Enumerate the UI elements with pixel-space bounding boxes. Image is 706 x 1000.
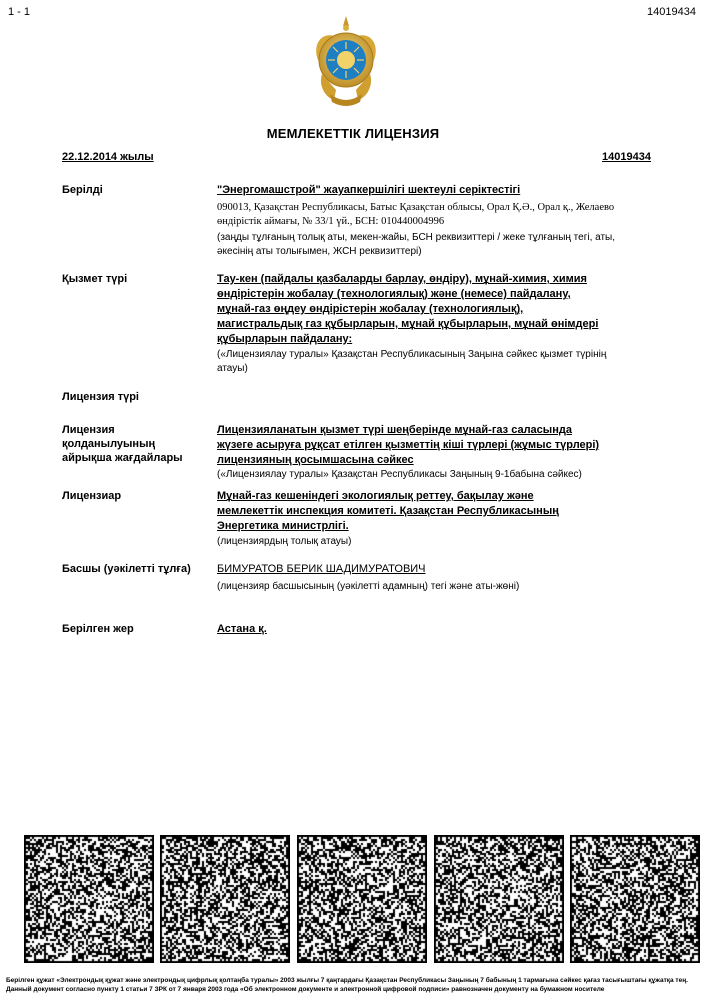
service-line2: өндірістерін жобалау (технологиялық) және (немесе) пайдалану,	[217, 288, 571, 300]
issued-address-line1: 090013, Қазақстан Республикасы, Батыс Қазақстан облысы, Орал Қ.Ә., Орал қ., Желаево	[217, 202, 615, 213]
service-hint-line2: атауы)	[217, 363, 248, 374]
issued-hint-line1: (заңды тұлғаның толық аты, мекен-жайы, БСН реквизиттері / жеке тұлғаның тегі, аты,	[217, 232, 616, 243]
head-label: Басшы (уәкілетті тұлға)	[62, 563, 191, 575]
head-value: БИМУРАТОВ БЕРИК ШАДИМУРАТОВИЧ	[217, 563, 426, 575]
document-title: МЕМЛЕКЕТТІК ЛИЦЕНЗИЯ	[266, 126, 440, 141]
place-value: Астана қ.	[217, 623, 267, 635]
head-hint: (лицензияр басшысының (уәкілетті адамның) тегі және аты-жөні)	[217, 581, 520, 592]
service-hint-line1: («Лицензиялау туралы» Қазақстан Республикасының Заңына сәйкес қызмет түрінің	[217, 349, 607, 360]
header-doc-number: 14019434	[647, 6, 696, 18]
place-label: Берілген жер	[62, 623, 134, 635]
issued-label: Берілді	[62, 184, 103, 196]
licensor-label: Лицензиар	[62, 490, 122, 502]
qr-code-icon	[297, 835, 427, 963]
page-indicator: 1 - 1	[8, 6, 31, 18]
license-type-label: Лицензия түрі	[62, 391, 139, 403]
conditions-label-line1: Лицензия	[62, 424, 115, 436]
qr-code-icon	[24, 835, 154, 963]
kazakhstan-state-emblem-icon	[308, 14, 384, 110]
issue-date: 22.12.2014 жылы	[62, 151, 154, 163]
issued-address-line2: өндірістік аймағы, № 33/1 үй., БСН: 010440004996	[217, 216, 445, 227]
licensor-hint: (лицензиярдың толық атауы)	[217, 536, 352, 547]
conditions-label-line2: қолданылуының	[62, 438, 156, 450]
issued-value: "Энергомашстрой" жауапкершілігі шектеулі серіктестігі	[217, 184, 521, 196]
licensor-line1: Мұнай-газ кешеніндегі экологиялық реттеу, бақылау және	[217, 490, 534, 502]
service-line1: Тау-кен (пайдалы қазбаларды барлау, өндіру), мұнай-химия, химия	[217, 273, 587, 285]
footer-line-ru: Данный документ согласно пункту 1 статьи 7 ЗРК от 7 января 2003 года «Об электронном документе и электронной цифровой подписи» равнозначен документу на бумажном носителе	[6, 986, 605, 993]
qr-code-icon	[160, 835, 290, 963]
legal-footer	[6, 976, 700, 994]
qr-code-icon	[570, 835, 700, 963]
service-line3: мұнай-газ өңдеу өндірістерін жобалау (технологиялық),	[217, 303, 524, 315]
conditions-line1: Лицензияланатын қызмет түрі шеңберінде мұнай-газ саласында	[217, 424, 572, 436]
qr-code-icon	[434, 835, 564, 963]
conditions-line3: лицензияның қосымшасына сәйкес	[217, 454, 414, 466]
service-label: Қызмет түрі	[62, 273, 128, 285]
service-line5: құбырларын пайдалану:	[217, 333, 353, 345]
footer-line-kz: Берілген құжат «Электрондық құжат және электрондық цифрлық қолтаңба туралы» 2003 жылғы 7 қаңтардағы Қазақстан Республикасы Заңының 7 бабының 1 тармағына сәйкес қағаз тасығыштағы құжатқа тең.	[6, 977, 688, 984]
conditions-label-line3: айрықша жағдайлары	[62, 452, 183, 464]
licensor-line3: Энергетика министрлігі.	[217, 520, 349, 532]
license-number: 14019434	[602, 151, 651, 163]
conditions-hint: («Лицензиялау туралы» Қазақстан Республикасы Заңының 9-1бабына сәйкес)	[217, 469, 582, 480]
conditions-line2: жүзеге асыруға рұқсат етілген қызметтің кіші түрлері (жұмыс түрлері)	[217, 439, 600, 451]
licensor-line2: мемлекеттік инспекция комитеті. Қазақстан Республикасының	[217, 505, 559, 517]
service-line4: магистральдық газ құбырларын, мұнай құбырларын, мұнай өнімдері	[217, 318, 599, 330]
qr-code-row	[24, 835, 700, 963]
issued-hint-line2: әкесінің аты толығымен, ЖСН реквизиттері)	[217, 246, 422, 257]
